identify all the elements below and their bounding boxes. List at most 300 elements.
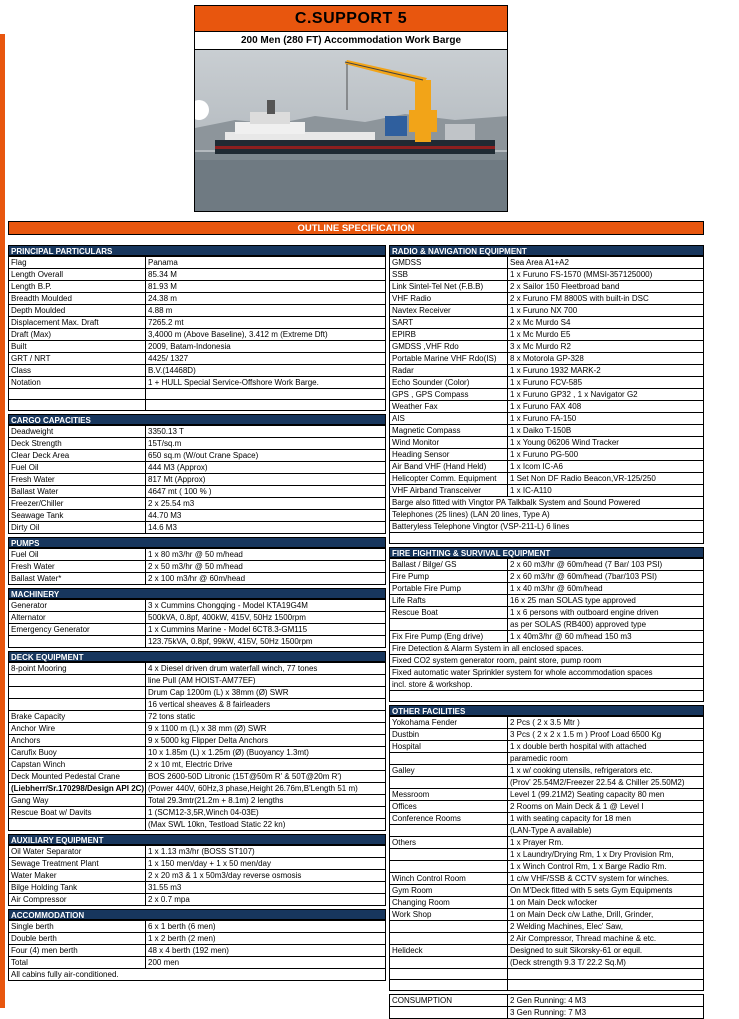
spec-row (390, 969, 704, 980)
spec-row (390, 461, 704, 473)
spec-row (390, 837, 704, 849)
spec-row (390, 873, 704, 885)
spec-row (9, 921, 386, 933)
spec-value: 1 (SCM12-3,5R,Winch 04-03E) (146, 807, 386, 819)
spec-label: Deck Strength (9, 438, 146, 450)
spec-label (390, 921, 508, 933)
spec-value: 1 x Prayer Rm. (508, 837, 704, 849)
section-header-principal-particulars: PRINCIPAL PARTICULARS (8, 245, 386, 256)
spec-value: 1 x 2 berth (2 men) (146, 933, 386, 945)
spec-label: Echo Sounder (Color) (390, 377, 508, 389)
spec-label: Generator (9, 600, 146, 612)
spec-row (390, 559, 704, 571)
spec-label: Fresh Water (9, 561, 146, 573)
spec-value: 1 x Furuno PG-500 (508, 449, 704, 461)
spec-value: 1 x double berth hospital with attached (508, 741, 704, 753)
spec-label: Radar (390, 365, 508, 377)
spec-value: Panama (146, 257, 386, 269)
spec-value: Total 29.3mtr(21.2m + 8.1m) 2 lengths (146, 795, 386, 807)
spec-value: (LAN-Type A available) (508, 825, 704, 837)
spec-label: Clear Deck Area (9, 450, 146, 462)
spec-row (390, 341, 704, 353)
spec-row (9, 723, 386, 735)
spec-table-other-facilities (389, 716, 704, 991)
section-header-radio-navigation-equipment: RADIO & NAVIGATION EQUIPMENT (389, 245, 704, 256)
spec-row (390, 317, 704, 329)
spec-row (9, 269, 386, 281)
spec-value: 1 x Furuno FS-1570 (MMSI-357125000) (508, 269, 704, 281)
section-header-pumps: PUMPS (8, 537, 386, 548)
spec-note-row (390, 667, 704, 679)
spec-label (390, 969, 508, 980)
spec-note: All cabins fully air-conditioned. (9, 969, 386, 981)
spec-note-row (390, 509, 704, 521)
spec-label: Gym Room (390, 885, 508, 897)
spec-label: Carufix Buoy (9, 747, 146, 759)
spec-label: Winch Control Room (390, 873, 508, 885)
spec-note-row (9, 969, 386, 981)
barge-illustration (195, 50, 508, 212)
spec-row (9, 305, 386, 317)
spec-row (9, 257, 386, 269)
spec-value: 2 x 60 m3/hr @ 60m/head (7 Bar/ 103 PSI) (508, 559, 704, 571)
spec-value: 3 x Mc Murdo R2 (508, 341, 704, 353)
spec-row (9, 281, 386, 293)
spec-row (9, 450, 386, 462)
spec-label: Changing Room (390, 897, 508, 909)
spec-label: Ballast Water (9, 486, 146, 498)
spec-row (9, 747, 386, 759)
spec-value (508, 969, 704, 980)
spec-row (9, 365, 386, 377)
section-header-deck-equipment: DECK EQUIPMENT (8, 651, 386, 662)
spec-row (390, 921, 704, 933)
spec-table-cargo-capacities (8, 425, 386, 534)
spec-value: 1 x Furuno 1932 MARK-2 (508, 365, 704, 377)
spec-label (390, 753, 508, 765)
spec-row (390, 257, 704, 269)
spec-label: Emergency Generator (9, 624, 146, 636)
spec-label: Deadweight (9, 426, 146, 438)
spec-value: 44.70 M3 (146, 510, 386, 522)
spec-note: Fixed CO2 system generator room, paint store, pump room (390, 655, 704, 667)
spec-label: Rescue Boat (390, 607, 508, 619)
spec-table-machinery (8, 599, 386, 648)
spec-table-principal-particulars (8, 256, 386, 411)
spec-label: Sewage Treatment Plant (9, 858, 146, 870)
spec-note-row (390, 655, 704, 667)
spec-label: GMDSS (390, 257, 508, 269)
spec-row (9, 759, 386, 771)
spec-value: 1 + HULL Special Service-Offshore Work Barge. (146, 377, 386, 389)
spec-label: Gang Way (9, 795, 146, 807)
spec-row (390, 607, 704, 619)
spec-label: Four (4) men berth (9, 945, 146, 957)
spec-value: 3 Pcs ( 2 x 2 x 1.5 m ) Proof Load 6500 Kg (508, 729, 704, 741)
spec-row (390, 619, 704, 631)
spec-row (390, 583, 704, 595)
spec-value: 9 x 1100 m (L) x 38 mm (Ø) SWR (146, 723, 386, 735)
left-spec-column (8, 245, 386, 981)
spec-label (390, 1007, 508, 1019)
spec-row (390, 801, 704, 813)
spec-value: 3 Gen Running: 7 M3 (508, 1007, 704, 1019)
spec-row (390, 813, 704, 825)
section-header-fire-fighting-survival-equipment: FIRE FIGHTING & SURVIVAL EQUIPMENT (389, 547, 704, 558)
spec-label (390, 933, 508, 945)
spec-value: 1 with seating capacity for 18 men (508, 813, 704, 825)
spec-value: 1 x Furuno FCV-585 (508, 377, 704, 389)
spec-value: 24.38 m (146, 293, 386, 305)
spec-value: 2009, Batam-Indonesia (146, 341, 386, 353)
spec-label (9, 819, 146, 831)
spec-label: Conference Rooms (390, 813, 508, 825)
spec-label (9, 675, 146, 687)
spec-note: Fixed automatic water Sprinkler system for whole accommodation spaces (390, 667, 704, 679)
spec-note: Barge also fitted with Vingtor PA Talkbalk System and Sound Powered (390, 497, 704, 509)
spec-row (390, 717, 704, 729)
spec-row (390, 305, 704, 317)
spec-row (9, 894, 386, 906)
spec-row (9, 561, 386, 573)
spec-label: AIS (390, 413, 508, 425)
spec-note (390, 533, 704, 544)
spec-value: Sea Area A1+A2 (508, 257, 704, 269)
spec-row (390, 281, 704, 293)
spec-row (9, 687, 386, 699)
section-header-accommodation: ACCOMMODATION (8, 909, 386, 920)
spec-table-fire-fighting-survival-equipment (389, 558, 704, 702)
spec-row (390, 269, 704, 281)
spec-value: (Max SWL 10kn, Testload Static 22 kn) (146, 819, 386, 831)
spec-row (390, 365, 704, 377)
spec-row (390, 595, 704, 607)
spec-row (9, 957, 386, 969)
spec-label: Anchors (9, 735, 146, 747)
spec-value: as per SOLAS (RB400) approved type (508, 619, 704, 631)
spec-note: Batteryless Telephone Vingtor (VSP-211-L) 6 lines (390, 521, 704, 533)
spec-row (9, 858, 386, 870)
spec-label: Oil Water Separator (9, 846, 146, 858)
spec-row (9, 486, 386, 498)
spec-value: 2 x 25.54 m3 (146, 498, 386, 510)
spec-row (390, 753, 704, 765)
spec-label: Work Shop (390, 909, 508, 921)
spec-note-row (390, 497, 704, 509)
spec-value: 650 sq.m (W/out Crane Space) (146, 450, 386, 462)
spec-row (390, 389, 704, 401)
spec-label: Navtex Receiver (390, 305, 508, 317)
spec-value: Level 1 (99.21M2) Seating capacity 80 men (508, 789, 704, 801)
spec-label (9, 389, 146, 400)
spec-label (390, 849, 508, 861)
spec-row (9, 377, 386, 389)
spec-row (9, 807, 386, 819)
spec-row (390, 933, 704, 945)
spec-row (390, 437, 704, 449)
spec-value: 1 x Mc Murdo E5 (508, 329, 704, 341)
spec-table-accommodation (8, 920, 386, 981)
spec-value: (Power 440V, 60Hz,3 phase,Height 26.76m,B'Length 51 m) (146, 783, 386, 795)
spec-label (9, 699, 146, 711)
spec-note-row (390, 521, 704, 533)
spec-value: 2 x 60 m3/hr @ 60m/head (7bar/103 PSI) (508, 571, 704, 583)
spec-row (390, 293, 704, 305)
page-subtitle: 200 Men (280 FT) Accommodation Work Barge (194, 32, 508, 50)
spec-value: 3,4000 m (Above Baseline), 3.412 m (Extreme Dft) (146, 329, 386, 341)
spec-note-row (390, 533, 704, 544)
spec-row (9, 735, 386, 747)
spec-value: 1 x Daiko T-150B (508, 425, 704, 437)
spec-label: Hospital (390, 741, 508, 753)
spec-value: 817 Mt (Approx) (146, 474, 386, 486)
spec-label: Brake Capacity (9, 711, 146, 723)
spec-label: EPIRB (390, 329, 508, 341)
spec-value: 2 x Sailor 150 Fleetbroad band (508, 281, 704, 293)
spec-label: SART (390, 317, 508, 329)
spec-row (9, 846, 386, 858)
spec-label: Portable Fire Pump (390, 583, 508, 595)
spec-label: Water Maker (9, 870, 146, 882)
spec-row (9, 474, 386, 486)
spec-label: (Liebherr/Sr.170298/Design API 2C) (9, 783, 146, 795)
spec-row (9, 636, 386, 648)
spec-row (390, 425, 704, 437)
spec-row (9, 426, 386, 438)
spec-label: VHF Airband Transceiver (390, 485, 508, 497)
spec-row (9, 573, 386, 585)
spec-label: Helicopter Comm. Equipment (390, 473, 508, 485)
spec-row (9, 400, 386, 411)
spec-value: 1 x IC-A110 (508, 485, 704, 497)
spec-row (9, 819, 386, 831)
spec-value: 1 x 40 m3/hr @ 60m/head (508, 583, 704, 595)
spec-value: 6 x 1 berth (6 men) (146, 921, 386, 933)
spec-value: 15T/sq.m (146, 438, 386, 450)
spec-label: Depth Moulded (9, 305, 146, 317)
spec-label: GMDSS ,VHF Rdo (390, 341, 508, 353)
spec-row (390, 741, 704, 753)
spec-label (9, 687, 146, 699)
spec-label: VHF Radio (390, 293, 508, 305)
section-header-other-facilities: OTHER FACILITIES (389, 705, 704, 716)
spec-value: 2 x 20 m3 & 1 x 50m3/day reverse osmosis (146, 870, 386, 882)
spec-label: Capstan Winch (9, 759, 146, 771)
spec-label: Magnetic Compass (390, 425, 508, 437)
spec-value: 31.55 m3 (146, 882, 386, 894)
spec-row (9, 353, 386, 365)
spec-row (390, 825, 704, 837)
spec-label (390, 777, 508, 789)
spec-label: Rescue Boat w/ Davits (9, 807, 146, 819)
spec-label: Breadth Moulded (9, 293, 146, 305)
spec-value (508, 980, 704, 991)
spec-label (9, 400, 146, 411)
spec-label: Length Overall (9, 269, 146, 281)
spec-label: Messroom (390, 789, 508, 801)
spec-value (146, 400, 386, 411)
spec-row (390, 957, 704, 969)
spec-label: Yokohama Fender (390, 717, 508, 729)
spec-value: 9 x 5000 kg Flipper Delta Anchors (146, 735, 386, 747)
spec-label: Freezer/Chiller (9, 498, 146, 510)
spec-value: 1 x 1.13 m3/hr (BOSS ST107) (146, 846, 386, 858)
spec-note: incl. store & workshop. (390, 679, 704, 691)
spec-value: 2 Gen Running: 4 M3 (508, 995, 704, 1007)
spec-label: Heading Sensor (390, 449, 508, 461)
spec-row (390, 849, 704, 861)
spec-row (9, 329, 386, 341)
spec-row (9, 462, 386, 474)
spec-row (9, 612, 386, 624)
spec-row (390, 885, 704, 897)
spec-row (9, 624, 386, 636)
spec-value: 1 x Cummins Marine - Model 6CT8.3-GM115 (146, 624, 386, 636)
spec-label: Ballast Water* (9, 573, 146, 585)
spec-value: 2 x 50 m3/hr @ 50 m/head (146, 561, 386, 573)
spec-label: Deck Mounted Pedestal Crane (9, 771, 146, 783)
spec-value: 1 x Icom IC-A6 (508, 461, 704, 473)
spec-value: 7265.2 mt (146, 317, 386, 329)
spec-value: 2 x Furuno FM 8800S with built-in DSC (508, 293, 704, 305)
spec-note-row (390, 679, 704, 691)
spec-label (390, 825, 508, 837)
spec-label: CONSUMPTION (390, 995, 508, 1007)
spec-value: 14.6 M3 (146, 522, 386, 534)
spec-value: 1 x Winch Control Rm, 1 x Barge Radio Rm. (508, 861, 704, 873)
spec-value: 16 x 25 man SOLAS type approved (508, 595, 704, 607)
spec-value: 8 x Motorola GP-328 (508, 353, 704, 365)
spec-table-deck-equipment (8, 662, 386, 831)
spec-label: Weather Fax (390, 401, 508, 413)
section-header-machinery: MACHINERY (8, 588, 386, 599)
spec-row (9, 438, 386, 450)
spec-value: 1 x Furuno NX 700 (508, 305, 704, 317)
spec-row (390, 1007, 704, 1019)
spec-value: 1 x Laundry/Drying Rm, 1 x Dry Provision Rm, (508, 849, 704, 861)
spec-label: Single berth (9, 921, 146, 933)
spec-value: 1 x 40m3/hr @ 60 m/head 150 m3 (508, 631, 704, 643)
spec-row (9, 600, 386, 612)
spec-row (390, 329, 704, 341)
spec-row (390, 485, 704, 497)
spec-row (390, 861, 704, 873)
section-header-auxiliary-equipment: AUXILIARY EQUIPMENT (8, 834, 386, 845)
spec-value: 4 x Diesel driven drum waterfall winch, 77 tones (146, 663, 386, 675)
spec-label (390, 980, 508, 991)
spec-table-radio-navigation-equipment (389, 256, 704, 544)
spec-value: 200 men (146, 957, 386, 969)
spec-value (146, 389, 386, 400)
spec-value: Designed to suit Sikorsky-61 or equil. (508, 945, 704, 957)
spec-row (390, 777, 704, 789)
spec-value: 81.93 M (146, 281, 386, 293)
spec-row (390, 571, 704, 583)
spec-value: 85.34 M (146, 269, 386, 281)
spec-label (390, 861, 508, 873)
spec-value: 1 x Young 06206 Wind Tracker (508, 437, 704, 449)
spec-note: Telephones (25 lines) (LAN 20 lines, Type A) (390, 509, 704, 521)
spec-label (390, 619, 508, 631)
spec-value: 1 x 80 m3/hr @ 50 m/head (146, 549, 386, 561)
spec-value: BOS 2600-50D Litronic (15T@50m R' & 50T@20m R') (146, 771, 386, 783)
spec-label: Offices (390, 801, 508, 813)
spec-row (9, 663, 386, 675)
spec-value: 16 vertical sheaves & 8 fairleaders (146, 699, 386, 711)
spec-label: Class (9, 365, 146, 377)
spec-label: Galley (390, 765, 508, 777)
spec-value: (Prov' 25.54M2/Freezer 22.54 & Chiller 25.50M2) (508, 777, 704, 789)
spec-value: 72 tons static (146, 711, 386, 723)
spec-value: 1 x Furuno FAX 408 (508, 401, 704, 413)
spec-value: 1 c/w VHF/SSB & CCTV system for winches. (508, 873, 704, 885)
spec-label: Bilge Holding Tank (9, 882, 146, 894)
left-accent-bar (0, 34, 5, 1008)
spec-value: 48 x 4 berth (192 men) (146, 945, 386, 957)
outline-specification-bar: OUTLINE SPECIFICATION (8, 221, 704, 235)
spec-value: 444 M3 (Approx) (146, 462, 386, 474)
spec-label: Fuel Oil (9, 462, 146, 474)
spec-row (9, 771, 386, 783)
spec-label: Total (9, 957, 146, 969)
spec-value: B.V.(14468D) (146, 365, 386, 377)
spec-table-pumps (8, 548, 386, 585)
spec-row (390, 995, 704, 1007)
spec-value: line Pull (AM HOIST-AM77EF) (146, 675, 386, 687)
spec-note-row (390, 643, 704, 655)
spec-label: Length B.P. (9, 281, 146, 293)
spec-value: 2 Welding Machines, Elec' Saw, (508, 921, 704, 933)
spec-row (390, 789, 704, 801)
spec-row (9, 389, 386, 400)
spec-note-row (390, 691, 704, 702)
spec-label: Notation (9, 377, 146, 389)
spec-row (9, 498, 386, 510)
spec-label: Draft (Max) (9, 329, 146, 341)
spec-value: 2 x Mc Murdo S4 (508, 317, 704, 329)
spec-row (390, 353, 704, 365)
spec-row (390, 377, 704, 389)
spec-label: Wind Monitor (390, 437, 508, 449)
spec-row (390, 729, 704, 741)
spec-label: Fuel Oil (9, 549, 146, 561)
spec-value: 4647 mt ( 100 % ) (146, 486, 386, 498)
spec-value: 1 x 150 men/day + 1 x 50 men/day (146, 858, 386, 870)
spec-row (9, 795, 386, 807)
spec-label: Ballast / Bilge/ GS (390, 559, 508, 571)
spec-value: 4.88 m (146, 305, 386, 317)
spec-value: 1 x Furuno FA-150 (508, 413, 704, 425)
spec-value: 1 on Main Deck c/w Lathe, Drill, Grinder, (508, 909, 704, 921)
spec-label: Fire Pump (390, 571, 508, 583)
spec-value: 500kVA, 0.8pf, 400kW, 415V, 50Hz 1500rpm (146, 612, 386, 624)
spec-value: 2 x 0.7 mpa (146, 894, 386, 906)
spec-table-consumption (389, 994, 704, 1019)
spec-label: GRT / NRT (9, 353, 146, 365)
spec-note (390, 691, 704, 702)
spec-label: Fix Fire Pump (Eng drive) (390, 631, 508, 643)
spec-label (9, 636, 146, 648)
spec-label: Portable Marine VHF Rdo(IS) (390, 353, 508, 365)
section-header-cargo-capacities: CARGO CAPACITIES (8, 414, 386, 425)
spec-label (390, 957, 508, 969)
spec-label: 8-point Mooring (9, 663, 146, 675)
spec-row (9, 293, 386, 305)
spec-label: Anchor Wire (9, 723, 146, 735)
barge-photo (194, 50, 508, 212)
spec-label: Others (390, 837, 508, 849)
spec-row (9, 317, 386, 329)
